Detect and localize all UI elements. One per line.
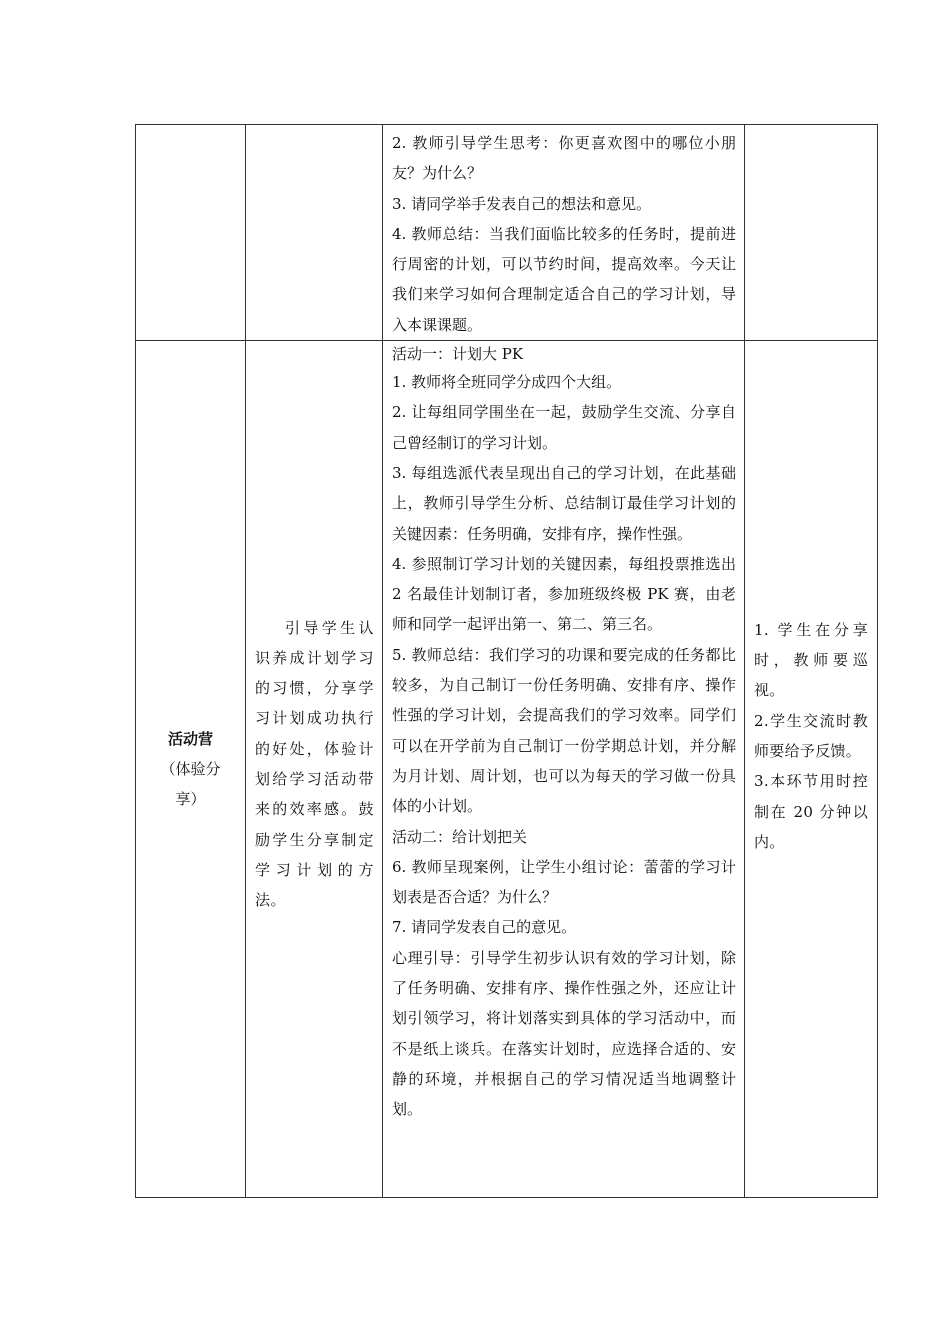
content-paragraph: 4. 参照制订学习计划的关键因素，每组投票推选出 2 名最佳计划制订者，参加班级终极 PK 赛，由老师和同学一起评出第一、第二、第三名。 — [392, 554, 736, 634]
notes-cell-empty — [745, 125, 878, 341]
content-paragraph: 4. 教师总结：当我们面临比较多的任务时，提前进行周密的计划，可以节约时间，提高效率。今天让我们来学习如何合理制定适合自己的学习计划，导入本课课题。 — [392, 224, 736, 334]
table-row — [136, 341, 878, 1198]
stage-cell — [136, 341, 246, 1198]
content-paragraph: 1. 教师将全班同学分成四个大组。 — [392, 373, 622, 392]
note-item: 1. 学生在分享时，教师要巡视。 — [754, 620, 868, 700]
content-cell — [383, 341, 745, 1198]
note-item: 2.学生交流时教师要给予反馈。 — [754, 711, 868, 761]
content-paragraph: 心理引导：引导学生初步认识有效的学习计划，除了任务明确、安排有序、操作性强之外，还应让计划引领学习，将计划落实到具体的学习活动中，而不是纸上谈兵。在落实计划时，应选择合适的、安静的环境，并根据自己的学习情况适当地调整计划。 — [392, 948, 736, 1119]
content-paragraph: 3. 每组选派代表呈现出自己的学习计划，在此基础上，教师引导学生分析、总结制订最佳学习计划的关键因素：任务明确，安排有序，操作性强。 — [392, 463, 736, 543]
goal-text: 引导学生认识养成计划学习的习惯，分享学习计划成功执行的好处，体验计划给学习活动带来的效率感。鼓励学生分享制定学习计划的方法。 — [255, 618, 374, 910]
content-cell — [383, 125, 745, 341]
activity-heading: 活动一：计划大 PK — [392, 345, 524, 364]
stage-subtitle: （体验分 — [160, 760, 221, 779]
content-paragraph: 6. 教师呈现案例，让学生小组讨论：蕾蕾的学习计划表是否合适？为什么？ — [392, 857, 736, 907]
lesson-plan-table — [135, 124, 878, 1198]
table-row — [136, 125, 878, 341]
activity-heading: 活动二：给计划把关 — [392, 827, 528, 846]
goal-cell — [246, 341, 383, 1198]
note-item: 3.本环节用时控制在 20 分钟以内。 — [754, 772, 868, 851]
notes-cell — [745, 341, 878, 1198]
stage-subtitle: 享） — [175, 790, 206, 809]
content-paragraph: 3. 请同学举手发表自己的想法和意见。 — [392, 194, 652, 213]
content-paragraph: 7. 请同学发表自己的意见。 — [392, 918, 577, 937]
content-paragraph: 2. 让每组同学围坐在一起，鼓励学生交流、分享自己曾经制订的学习计划。 — [392, 403, 736, 452]
content-paragraph: 5. 教师总结：我们学习的功课和要完成的任务都比较多，为自己制订一份任务明确、安排有序、操作性强的学习计划，会提高我们的学习效率。同学们可以在开学前为自己制订一份学期总计划，并分解为月计划、周计划，也可以为每天的学习做一份具体的小计划。 — [392, 645, 736, 816]
stage-title: 活动营 — [167, 730, 213, 749]
goal-cell-empty — [246, 125, 383, 341]
content-paragraph: 2. 教师引导学生思考：你更喜欢图中的哪位小朋友？为什么？ — [392, 134, 736, 183]
stage-cell-empty — [136, 125, 246, 341]
